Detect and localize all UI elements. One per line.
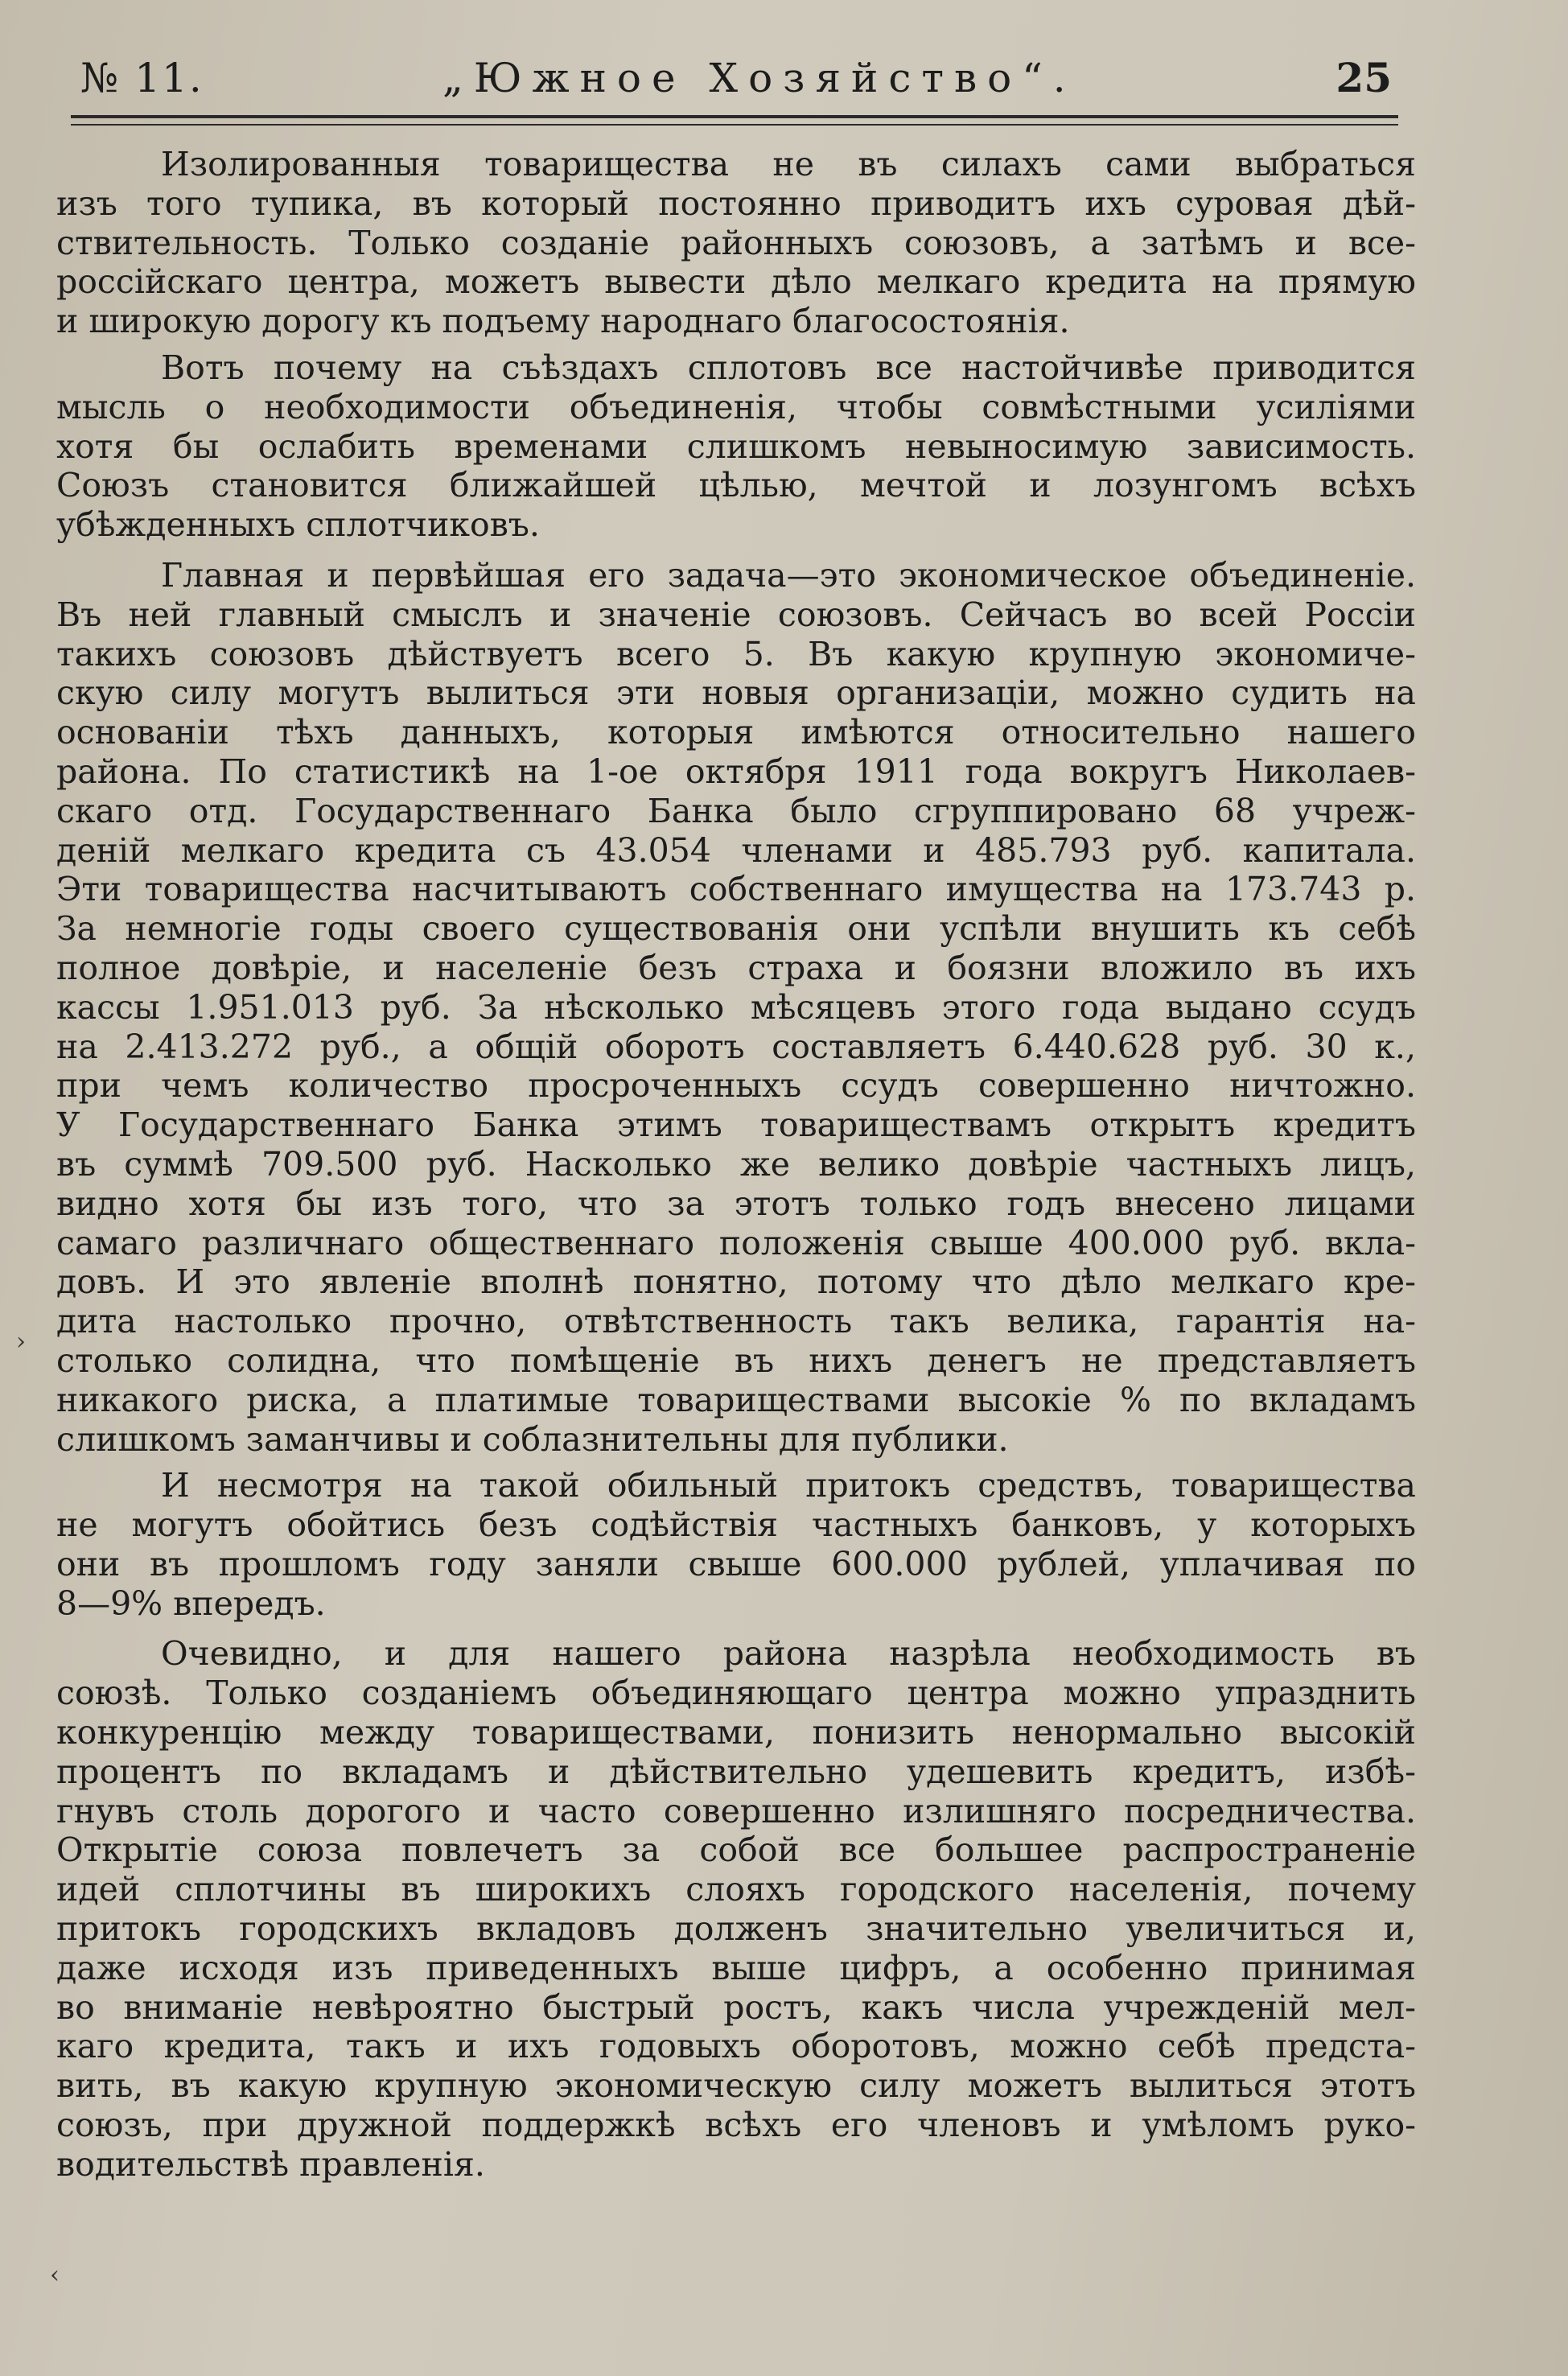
text-line: основаніи тѣхъ данныхъ, которыя имѣются относительно нашего: [56, 713, 1416, 752]
text-line: дита настолько прочно, отвѣтственность такъ велика, гарантія на-: [56, 1302, 1416, 1341]
text-line: слишкомъ заманчивы и соблазнительны для публики.: [56, 1419, 1009, 1459]
text-line: вить, въ какую крупную экономическую силу можетъ вылиться этотъ: [56, 2066, 1416, 2106]
text-line: союзъ, при дружной поддержкѣ всѣхъ его членовъ и умѣломъ руко-: [56, 2106, 1416, 2145]
paragraph-gap: [56, 341, 1416, 348]
running-header: [80, 50, 1392, 106]
text-line: не могутъ обойтись безъ содѣйствія частныхъ банковъ, у которыхъ: [56, 1505, 1416, 1545]
text-line: водительствѣ правленія.: [56, 2144, 485, 2184]
text-line: каго кредита, такъ и ихъ годовыхъ оборотовъ, можно себѣ предста-: [56, 2027, 1416, 2066]
paragraph: [56, 145, 1416, 341]
text-line: самаго различнаго общественнаго положенія свыше 400.000 руб. вкла-: [56, 1223, 1416, 1262]
text-line: хотя бы ослабить временами слишкомъ невыносимую зависимость.: [56, 426, 1416, 466]
paragraph: [56, 348, 1416, 545]
text-line: они въ прошломъ году заняли свыше 600.000 рублей, уплачивая по: [56, 1544, 1416, 1583]
text-line: За немногіе годы своего существованія они успѣли внушить къ себѣ: [56, 909, 1416, 949]
margin-mark: ›: [16, 1328, 26, 1356]
text-line: даже исходя изъ приведенныхъ выше цифръ, а особенно принимая: [56, 1948, 1416, 1987]
text-line: И несмотря на такой обильный притокъ средствъ, товарищества: [161, 1466, 1416, 1505]
paragraph-gap: [56, 545, 1416, 556]
paragraph: [56, 1466, 1416, 1623]
text-line: деній мелкаго кредита съ 43.054 членами и 485.793 руб. капитала.: [56, 830, 1416, 870]
text-line: мысль о необходимости объединенія, чтобы совмѣстными усиліями: [56, 387, 1416, 426]
text-line: такихъ союзовъ дѣйствуетъ всего 5. Въ какую крупную экономиче-: [56, 634, 1416, 673]
text-line: Вотъ почему на съѣздахъ сплотовъ все настойчивѣе приводится: [161, 348, 1416, 387]
text-line: Въ ней главный смыслъ и значеніе союзовъ. Сейчасъ во всей Россіи: [56, 595, 1416, 634]
paragraph: [56, 556, 1416, 1459]
text-line: никакого риска, а платимые товариществами высокіе % по вкладамъ: [56, 1380, 1416, 1419]
text-line: идей сплотчины въ широкихъ слояхъ городского населенія, почему: [56, 1870, 1416, 1909]
text-line: притокъ городскихъ вкладовъ долженъ значительно увеличиться и,: [56, 1909, 1416, 1949]
text-line: союзѣ. Только созданіемъ объединяющаго центра можно упразднить: [56, 1674, 1416, 1713]
text-line: скаго отд. Государственнаго Банка было сгруппировано 68 учреж-: [56, 791, 1416, 830]
text-line: ствительность. Только созданіе районныхъ союзовъ, а затѣмъ и все-: [56, 223, 1416, 262]
article-body: [56, 145, 1416, 2185]
text-line: района. По статистикѣ на 1-ое октября 1911 года вокругъ Николаев-: [56, 752, 1416, 791]
paragraph: [56, 1634, 1416, 2184]
text-line: на 2.413.272 руб., а общій оборотъ составляетъ 6.440.628 руб. 30 к.,: [56, 1027, 1416, 1066]
page-number: 25: [1335, 54, 1392, 101]
text-line: 8—9% впередъ.: [56, 1583, 326, 1623]
text-line: Очевидно, и для нашего района назрѣла необходимость въ: [161, 1634, 1416, 1674]
text-line: въ суммѣ 709.500 руб. Насколько же велико довѣріе частныхъ лицъ,: [56, 1144, 1416, 1184]
text-line: Открытіе союза повлечетъ за собой все большее распространеніе: [56, 1830, 1416, 1870]
paragraph-gap: [56, 1623, 1416, 1634]
header-rule-thin: [71, 124, 1398, 126]
text-line: Эти товарищества насчитываютъ собственнаго имущества на 173.743 р.: [56, 870, 1416, 909]
text-line: Главная и первѣйшая его задача—это экономическое объединеніе.: [161, 555, 1416, 595]
text-line: столько солидна, что помѣщеніе въ нихъ денегъ не представляетъ: [56, 1340, 1416, 1380]
text-line: процентъ по вкладамъ и дѣйствительно удешевить кредитъ, избѣ-: [56, 1752, 1416, 1791]
text-line: скую силу могутъ вылиться эти новыя организаціи, можно судить на: [56, 673, 1416, 713]
journal-title: „Южное Хозяйство“.: [442, 55, 1076, 101]
text-line: изъ того тупика, въ который постоянно приводитъ ихъ суровая дѣй-: [56, 183, 1416, 223]
text-line: довъ. И это явленіе вполнѣ понятно, потому что дѣло мелкаго кре-: [56, 1262, 1416, 1302]
text-line: полное довѣріе, и населеніе безъ страха и боязни вложило въ ихъ: [56, 948, 1416, 987]
text-line: гнувъ столь дорогого и часто совершенно излишняго посредничества.: [56, 1791, 1416, 1830]
text-line: убѣжденныхъ сплотчиковъ.: [56, 505, 540, 545]
text-line: и широкую дорогу къ подъему народнаго благосостоянія.: [56, 302, 1070, 341]
text-line: россійскаго центра, можетъ вывести дѣло мелкаго кредита на прямую: [56, 262, 1416, 302]
text-line: Изолированныя товарищества не въ силахъ сами выбраться: [161, 145, 1416, 183]
text-line: У Государственнаго Банка этимъ товариществамъ открытъ кредитъ: [56, 1106, 1416, 1145]
margin-mark: ‹: [50, 2261, 60, 2289]
text-line: видно хотя бы изъ того, что за этотъ только годъ внесено лицами: [56, 1184, 1416, 1223]
issue-number: № 11.: [80, 55, 204, 101]
text-line: конкуренцію между товариществами, понизить ненормально высокій: [56, 1713, 1416, 1752]
text-line: при чемъ количество просроченныхъ ссудъ совершенно ничтожно.: [56, 1066, 1416, 1106]
text-line: кассы 1.951.013 руб. За нѣсколько мѣсяцевъ этого года выдано ссудъ: [56, 987, 1416, 1027]
paragraph-gap: [56, 1459, 1416, 1466]
text-line: Союзъ становится ближайшей цѣлью, мечтой и лозунгомъ всѣхъ: [56, 466, 1416, 505]
header-rule-thick: [71, 115, 1398, 118]
text-line: во вниманіе невѣроятно быстрый ростъ, какъ числа учрежденій мел-: [56, 1987, 1416, 2027]
